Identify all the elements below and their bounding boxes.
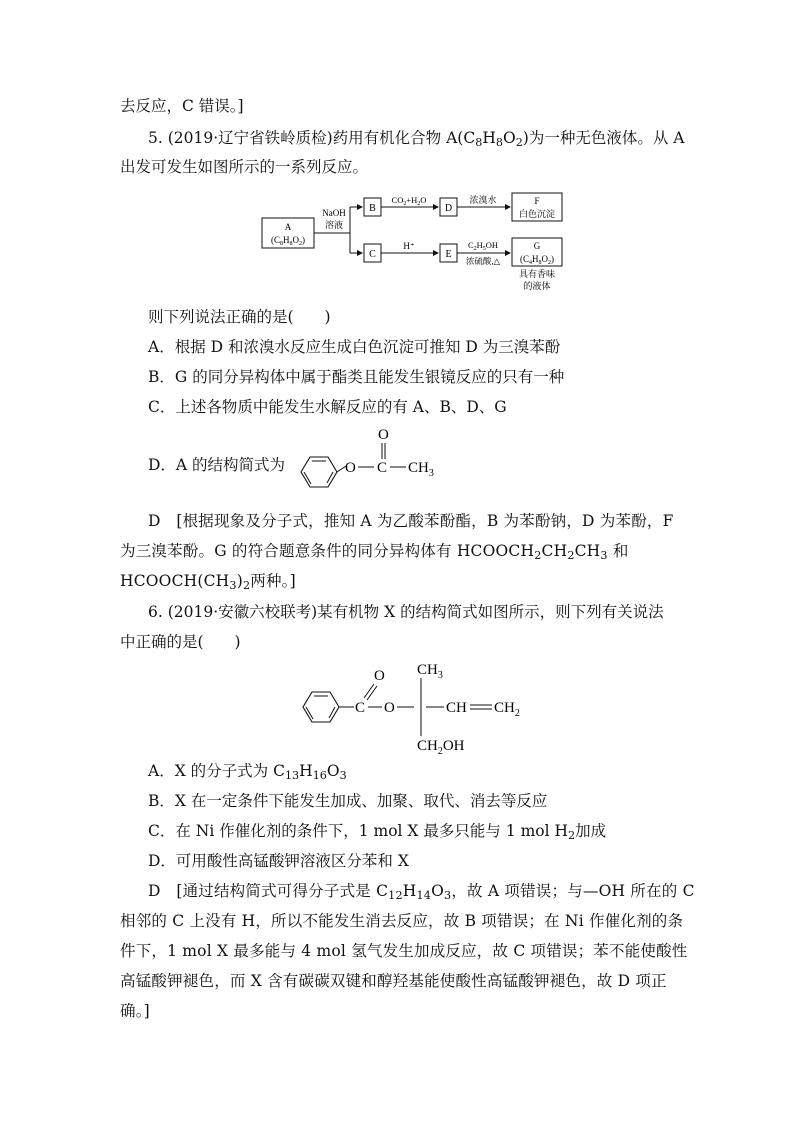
box-b-label: B xyxy=(369,203,376,214)
box-c-label: C xyxy=(369,249,376,260)
carbonyl-carbon: C xyxy=(355,700,366,716)
methyl-group: $CH_3$ xyxy=(417,662,443,681)
q6-line2: 中正确的是( ) xyxy=(120,633,241,651)
q6-option-d: D．可用酸性高锰酸钾溶液区分苯和 X xyxy=(148,852,409,870)
q5-option-d: D．A 的结构简式为 xyxy=(148,456,286,474)
box-g-desc-2: 的液体 xyxy=(523,281,551,291)
box-a-formula: $(C_8H_8O_2)$ xyxy=(271,235,305,247)
carbonyl-oxygen: O xyxy=(378,427,389,443)
reaction-scheme xyxy=(258,188,568,296)
q5-answer-line3: $HCOOCH(CH_3)_2$两种。] xyxy=(120,572,296,592)
box-a-label: A xyxy=(284,222,292,232)
q5-line2: 出发可发生如图所示的一系列反应。 xyxy=(120,158,369,176)
reagent-co2-h2o: $CO_2+H_2O$ xyxy=(391,195,427,207)
q6-answer-line1: D [通过结构简式可得分子式是 $C_{12}H_{14}O_3$，故 A 项错误；与—OH 所在的 C xyxy=(148,882,695,902)
q6-option-b: B．X 在一定条件下能发生加成、加聚、取代、消去等反应 xyxy=(148,792,548,810)
box-g-desc-1: 具有香味 xyxy=(518,269,556,279)
reagent-bromine-water: 浓溴水 xyxy=(469,195,497,205)
q6-answer-line2: 相邻的 C 上没有 H，所以不能发生消去反应，故 B 项错误；在 Ni 作催化剂的条 xyxy=(120,912,684,930)
q6-answer-line5: 确。] xyxy=(120,1002,150,1020)
q5-answer-line1: D [根据现象及分子式，推知 A 为乙酸苯酚酯，B 为苯酚钠，D 为苯酚，F xyxy=(148,512,674,530)
ester-oxygen: O xyxy=(384,700,395,716)
reagent-conc-sulfuric-acid: 浓硫酸,△ xyxy=(465,256,501,266)
compound-x-structure xyxy=(292,654,542,754)
methyl-group: $CH_3$ xyxy=(408,460,434,479)
vinyl-ch: CH xyxy=(446,700,467,716)
q6-line1: 6. (2019·安徽六校联考)某有机物 X 的结构简式如图所示，则下列有关说法 xyxy=(148,603,664,621)
carbonyl-oxygen: O xyxy=(374,668,385,684)
q5-line1: 5. (2019·辽宁省铁岭质检)药用有机化合物 $A(C_8H_8O_2)$为一种无色液体。从 A xyxy=(148,129,685,149)
q5-option-c: C．上述各物质中能发生水解反应的有 A、B、D、G xyxy=(148,398,507,416)
box-g-formula: $(C_4H_8O_2)$ xyxy=(520,254,554,266)
reagent-ethanol: $C_2H_5OH$ xyxy=(467,240,499,252)
box-e-label: E xyxy=(445,249,452,260)
q6-answer-line4: 高锰酸钾褪色，而 X 含有碳碳双键和醇羟基能使酸性高锰酸钾褪色，故 D 项正 xyxy=(120,972,667,990)
reagent-h-plus: H⁺ xyxy=(403,241,415,251)
hydroxymethyl-group: $CH_2OH$ xyxy=(417,738,465,754)
box-d-label: D xyxy=(444,203,453,214)
phenyl-acetate-structure xyxy=(290,424,460,500)
ester-oxygen: O xyxy=(345,460,356,476)
box-f-desc: 白色沉淀 xyxy=(518,209,556,219)
vinyl-ch2: $CH_2$ xyxy=(494,700,520,719)
q6-option-a: A．X 的分子式为 $C_{13}H_{16}O_3$ xyxy=(148,762,347,782)
carbonyl-carbon: C xyxy=(377,460,388,476)
intro-line: 去反应，C 错误。] xyxy=(120,97,244,115)
q6-answer-line3: 件下，1 mol X 最多能与 4 mol 氢气发生加成反应，故 C 项错误；苯不能使酸性 xyxy=(120,942,688,960)
box-f-label: F xyxy=(534,196,540,206)
q6-option-c: C．在 Ni 作催化剂的条件下，1 mol X 最多只能与 1 mol $H_2$加成 xyxy=(148,822,607,842)
q5-option-a: A．根据 D 和浓溴水反应生成白色沉淀可推知 D 为三溴苯酚 xyxy=(148,338,561,356)
box-g-label: G xyxy=(533,241,541,251)
q5-answer-line2: 为三溴苯酚。G 的符合题意条件的同分异构体有 $HCOOCH_2CH_2CH_3$ 和 xyxy=(120,542,629,562)
q5-stem: 则下列说法正确的是( ) xyxy=(148,308,331,326)
q5-option-b: B．G 的同分异构体中属于酯类且能发生银镜反应的只有一种 xyxy=(148,368,565,386)
reagent-naoh-solution: 溶液 xyxy=(324,220,344,230)
reagent-naoh: NaOH xyxy=(322,208,346,218)
